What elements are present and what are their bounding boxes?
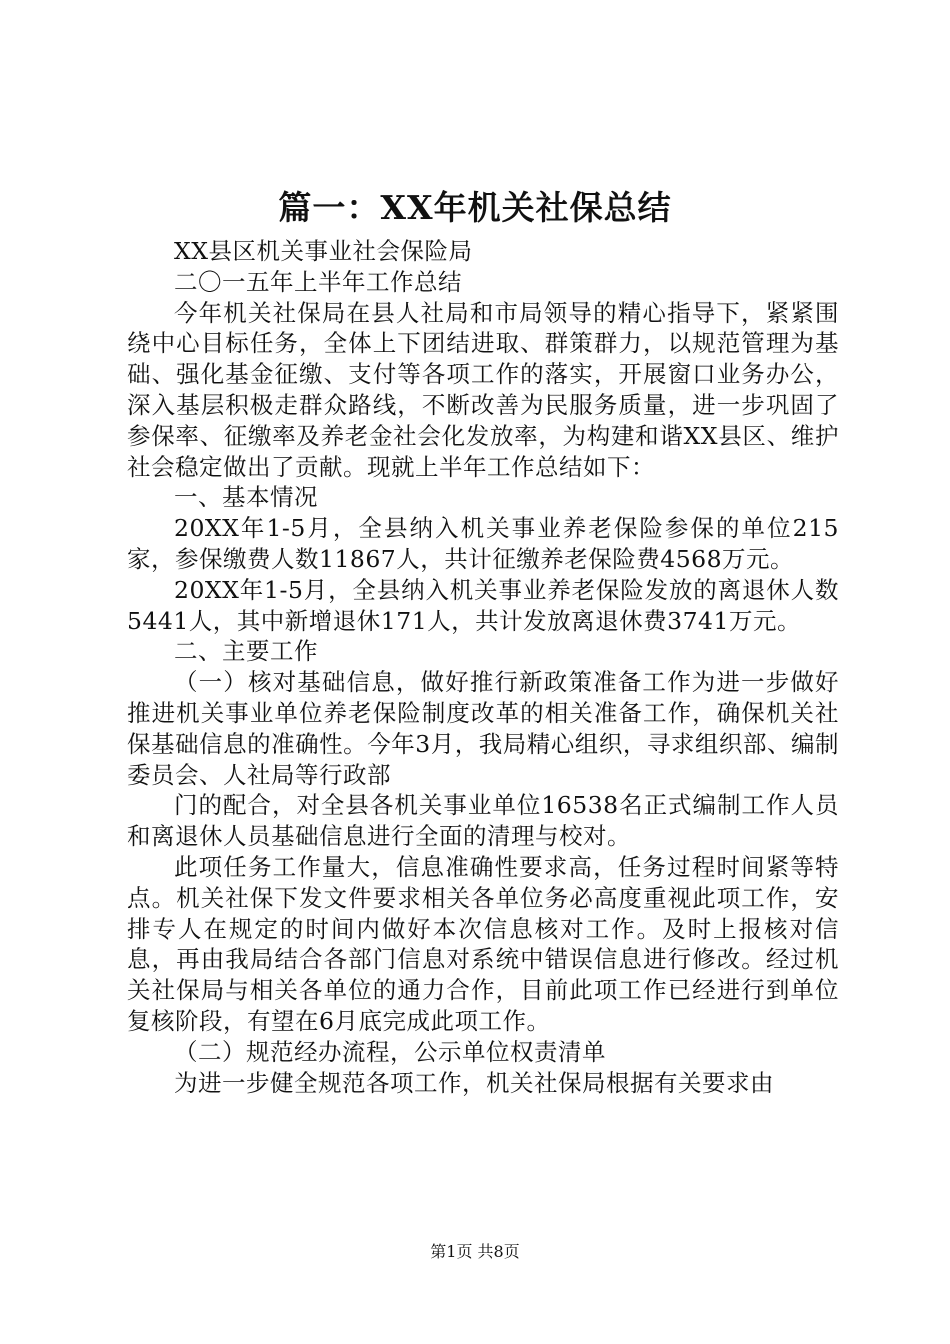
document-title: 篇一：XX年机关社保总结 xyxy=(278,188,672,227)
paragraph-process-intro: 为进一步健全规范各项工作，机关社保局根据有关要求由 xyxy=(174,1068,774,1097)
paragraph-task-details: 此项任务工作量大，信息准确性要求高，任务过程时间紧等特点。机关社保下发文件要求相关各单位务必高度重视此项工作，安排专人在规定的时间内做好本次信息核对工作。及时上报核对信息，再由我局结合各部门信息对系统中错误信息进行修改。经过机关社保局与相关各单位的通力合作，目前此项工作已经进行到单位复核阶段，有望在6月底完成此项工作。 xyxy=(127,852,839,1035)
paragraph-intro: 今年机关社保局在县人社局和市局领导的精心指导下，紧紧围绕中心目标任务，全体上下团结进取、群策群力，以规范管理为基础、强化基金征缴、支付等各项工作的落实，开展窗口业务办公，深入基层积极走群众路线，不断改善为民服务质量，进一步巩固了参保率、征缴率及养老金社会化发放率，为构建和谐XX县区、维护社会稳定做出了贡献。现就上半年工作总结如下： xyxy=(127,298,839,481)
heading-main-work: 二、主要工作 xyxy=(174,637,318,666)
heading-process-norms: （二）规范经办流程，公示单位权责清单 xyxy=(174,1037,606,1066)
paragraph-retirees: 20XX年1-5月，全县纳入机关事业养老保险发放的离退休人数5441人，其中新增退休171人，共计发放离退休费3741万元。 xyxy=(127,575,839,635)
paragraph-verify-info: （一）核对基础信息，做好推行新政策准备工作为进一步做好推进机关事业单位养老保险制度改革的相关准备工作，确保机关社保基础信息的准确性。今年3月，我局精心组织，寻求组织部、编制委员会、人社局等行政部 xyxy=(127,668,839,789)
document-body xyxy=(127,236,839,1098)
paragraph-cooperation: 门的配合，对全县各机关事业单位16538名正式编制工作人员和离退休人员基础信息进行全面的清理与校对。 xyxy=(127,791,839,851)
paragraph-report-title: 二〇一五年上半年工作总结 xyxy=(174,267,462,296)
paragraph-org-name: XX县区机关事业社会保险局 xyxy=(174,237,473,265)
paragraph-enrollment: 20XX年1-5月，全县纳入机关事业养老保险参保的单位215家，参保缴费人数11867人，共计征缴养老保险费4568万元。 xyxy=(127,514,839,573)
heading-basic-situation: 一、基本情况 xyxy=(174,483,318,512)
page-number-footer: 第1页 共8页 xyxy=(430,1242,520,1261)
